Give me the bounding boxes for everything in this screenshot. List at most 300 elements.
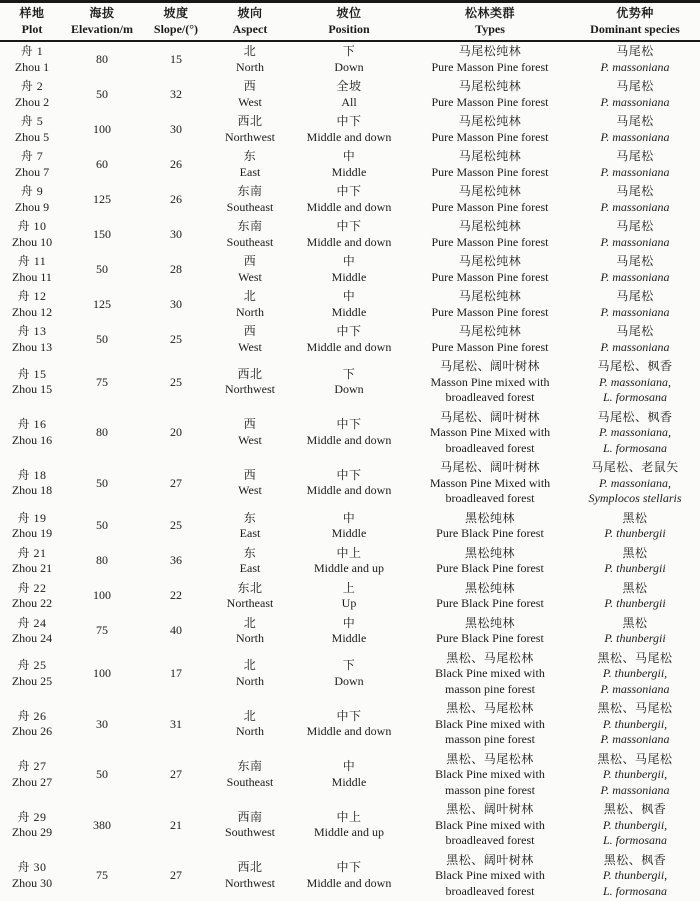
- table-row: [0, 851, 700, 901]
- forest-type-zh: 黑松、马尾松林: [446, 650, 534, 665]
- cell-plot: [0, 367, 64, 398]
- plot-en: Zhou 7: [14, 164, 50, 179]
- cell-forest-type: [410, 752, 570, 799]
- forest-type-en: Pure Masson Pine forest: [431, 59, 549, 74]
- position-en: Middle: [331, 774, 367, 789]
- cell-forest-type: [410, 44, 570, 75]
- cell-elevation: 100: [93, 121, 111, 136]
- cell-elevation: 75: [96, 868, 108, 882]
- aspect-zh: 北: [243, 44, 257, 58]
- header-aspect-en: Aspect: [232, 21, 268, 36]
- cell-elevation: 75: [96, 623, 108, 638]
- dominant-species-latin: P. massoniana: [600, 164, 670, 179]
- forest-type-zh: 黑松纯林: [464, 615, 515, 630]
- aspect-en: North: [236, 673, 264, 688]
- aspect-zh: 西南: [237, 809, 263, 824]
- cell-aspect: [212, 810, 288, 841]
- cell-position: [288, 289, 410, 320]
- aspect-zh: 东南: [237, 219, 263, 233]
- aspect-zh: 东: [243, 149, 257, 163]
- plot-zh: 舟 5: [20, 114, 44, 128]
- forest-type-zh: 黑松、马尾松林: [446, 701, 534, 715]
- forest-type-en: Black Pine mixed with masson pine forest: [435, 716, 545, 746]
- forest-type-en: Pure Black Pine forest: [436, 596, 544, 610]
- forest-type-en: Pure Masson Pine forest: [431, 339, 549, 354]
- dominant-species-zh: 黑松、马尾松: [597, 650, 673, 665]
- header-types-en: Types: [475, 21, 505, 36]
- plot-en: Zhou 15: [11, 382, 53, 397]
- aspect-zh: 西北: [237, 860, 263, 875]
- cell-forest-type: [410, 289, 570, 320]
- cell-elevation: 30: [96, 716, 108, 731]
- cell-position: [288, 254, 410, 285]
- plot-zh: 舟 26: [17, 708, 47, 723]
- dominant-species-zh: 马尾松: [616, 254, 654, 268]
- cell-slope: 22: [170, 588, 182, 603]
- cell-forest-type: [410, 254, 570, 285]
- aspect-en: West: [238, 483, 262, 498]
- aspect-zh: 西: [243, 467, 257, 482]
- cell-elevation: 80: [96, 51, 108, 66]
- cell-slope: 31: [170, 716, 182, 731]
- table-row: [0, 42, 700, 77]
- position-zh: 下: [342, 44, 356, 58]
- plot-zh: 舟 30: [17, 860, 47, 875]
- cell-dominant-species: [570, 460, 700, 507]
- cell-forest-type: [410, 460, 570, 507]
- position-en: Middle and down: [306, 432, 392, 447]
- table-row: [0, 800, 700, 851]
- cell-plot: [0, 114, 64, 145]
- forest-type-en: Pure Masson Pine forest: [431, 199, 549, 214]
- cell-plot: [0, 44, 64, 75]
- cell-elevation: 150: [93, 226, 111, 241]
- cell-plot: [0, 79, 64, 110]
- forest-type-zh: 马尾松纯林: [458, 79, 522, 93]
- dominant-species-zh: 马尾松、老鼠矢: [591, 460, 679, 474]
- table-row: [0, 699, 700, 750]
- plot-en: Zhou 2: [14, 94, 50, 109]
- position-zh: 中: [342, 759, 356, 774]
- plot-zh: 舟 12: [17, 289, 47, 303]
- table-row: [0, 182, 700, 217]
- plot-zh: 舟 11: [17, 254, 47, 268]
- cell-elevation: 50: [96, 86, 108, 101]
- dominant-species-zh: 黑松: [622, 580, 648, 595]
- plot-zh: 舟 29: [17, 809, 47, 824]
- cell-slope: 30: [170, 121, 182, 136]
- header-plot-zh: 样地: [19, 6, 45, 20]
- forest-type-zh: 黑松纯林: [464, 510, 515, 525]
- cell-slope: 32: [170, 86, 182, 101]
- position-en: Middle: [331, 631, 367, 645]
- plot-en: Zhou 24: [11, 631, 53, 645]
- position-zh: 中下: [336, 708, 362, 723]
- cell-aspect: [212, 417, 288, 448]
- cell-slope: 15: [170, 51, 182, 66]
- position-zh: 中: [342, 615, 356, 630]
- forest-type-en: Black Pine mixed with masson pine forest: [435, 767, 545, 797]
- aspect-zh: 西北: [237, 366, 263, 381]
- forest-type-en: Masson Pine mixed with broadleaved forest: [430, 374, 550, 404]
- cell-elevation: 50: [96, 331, 108, 346]
- position-zh: 下: [342, 366, 356, 381]
- dominant-species-zh: 马尾松: [616, 44, 654, 58]
- plot-zh: 舟 25: [17, 658, 47, 673]
- cell-aspect: [212, 44, 288, 75]
- cell-dominant-species: [570, 149, 700, 180]
- dominant-species-zh: 马尾松: [616, 149, 654, 163]
- cell-slope: 36: [170, 553, 182, 568]
- cell-dominant-species: [570, 114, 700, 145]
- cell-elevation: 380: [93, 817, 111, 832]
- aspect-en: West: [238, 339, 262, 354]
- cell-slope: 25: [170, 331, 182, 346]
- cell-dominant-species: [570, 410, 700, 457]
- cell-aspect: [212, 658, 288, 689]
- position-en: Middle: [331, 526, 367, 540]
- cell-plot: [0, 709, 64, 740]
- cell-aspect: [212, 759, 288, 790]
- table-body: [0, 42, 700, 901]
- aspect-en: West: [238, 269, 262, 284]
- cell-aspect: [212, 289, 288, 320]
- cell-position: [288, 616, 410, 647]
- cell-dominant-species: [570, 853, 700, 900]
- dominant-species-zh: 黑松、马尾松: [597, 701, 673, 715]
- cell-forest-type: [410, 184, 570, 215]
- cell-aspect: [212, 468, 288, 499]
- cell-forest-type: [410, 581, 570, 612]
- position-zh: 中下: [336, 184, 362, 198]
- forest-type-en: Black Pine mixed with broadleaved forest: [435, 817, 545, 847]
- forest-type-en: Pure Masson Pine forest: [431, 304, 549, 319]
- cell-elevation: 50: [96, 518, 108, 533]
- table-row: [0, 408, 700, 459]
- position-en: Middle: [331, 269, 367, 284]
- aspect-en: Northwest: [225, 129, 275, 144]
- dominant-species-latin: P. thunbergii, P. massoniana: [600, 767, 670, 797]
- cell-slope: 20: [170, 425, 182, 439]
- table-row: [0, 544, 700, 579]
- position-en: Middle and down: [306, 339, 392, 354]
- dominant-species-latin: P. thunbergii: [604, 596, 666, 610]
- forest-type-en: Pure Black Pine forest: [436, 631, 544, 645]
- forest-type-en: Masson Pine Mixed with broadleaved forest: [429, 425, 551, 455]
- aspect-en: East: [239, 526, 261, 540]
- plot-zh: 舟 15: [17, 366, 47, 381]
- cell-dominant-species: [570, 79, 700, 110]
- cell-forest-type: [410, 410, 570, 457]
- plot-en: Zhou 9: [14, 199, 50, 214]
- plot-zh: 舟 16: [17, 417, 47, 432]
- forest-type-en: Pure Masson Pine forest: [431, 269, 549, 284]
- forest-type-zh: 马尾松纯林: [458, 219, 522, 233]
- cell-position: [288, 709, 410, 740]
- cell-plot: [0, 581, 64, 612]
- table-row: [0, 750, 700, 801]
- cell-dominant-species: [570, 511, 700, 542]
- dominant-species-zh: 黑松、枫香: [603, 802, 667, 816]
- aspect-zh: 东: [243, 510, 257, 525]
- plot-en: Zhou 19: [11, 526, 53, 540]
- forest-type-en: Masson Pine Mixed with broadleaved forest: [429, 475, 551, 505]
- dominant-species-latin: P. massoniana, Symplocos stellaris: [588, 475, 682, 505]
- table-row: [0, 322, 700, 357]
- forest-type-zh: 马尾松纯林: [458, 149, 522, 163]
- cell-slope: 26: [170, 191, 182, 206]
- cell-elevation: 100: [93, 666, 111, 680]
- header-slope-en: Slope/(°): [153, 21, 199, 36]
- forest-type-en: Pure Black Pine forest: [436, 561, 544, 575]
- position-en: Middle: [331, 304, 367, 319]
- position-zh: 中: [342, 289, 356, 303]
- forest-type-zh: 黑松纯林: [464, 580, 515, 595]
- plot-zh: 舟 2: [20, 79, 44, 93]
- plot-en: Zhou 16: [11, 432, 53, 447]
- position-zh: 中下: [336, 324, 362, 338]
- cell-dominant-species: [570, 359, 700, 406]
- cell-dominant-species: [570, 44, 700, 75]
- cell-forest-type: [410, 149, 570, 180]
- forest-type-zh: 马尾松纯林: [458, 324, 522, 338]
- cell-slope: 21: [170, 817, 182, 832]
- cell-dominant-species: [570, 802, 700, 849]
- aspect-en: Northeast: [226, 596, 274, 610]
- plot-zh: 舟 13: [17, 324, 47, 338]
- cell-slope: 25: [170, 374, 182, 389]
- position-en: Middle and down: [306, 875, 392, 890]
- cell-position: [288, 860, 410, 891]
- cell-dominant-species: [570, 324, 700, 355]
- forest-type-en: Pure Masson Pine forest: [431, 164, 549, 179]
- aspect-en: Southeast: [226, 199, 274, 214]
- dominant-species-latin: P. massoniana: [600, 59, 670, 74]
- aspect-zh: 东南: [237, 759, 263, 774]
- aspect-zh: 北: [243, 289, 257, 303]
- cell-dominant-species: [570, 581, 700, 612]
- cell-forest-type: [410, 324, 570, 355]
- dominant-species-zh: 黑松、马尾松: [597, 751, 673, 766]
- table-row: [0, 252, 700, 287]
- aspect-zh: 北: [243, 708, 257, 723]
- cell-dominant-species: [570, 752, 700, 799]
- plot-en: Zhou 25: [11, 673, 53, 688]
- cell-dominant-species: [570, 651, 700, 698]
- aspect-en: Northwest: [225, 382, 275, 397]
- forest-type-zh: 马尾松纯林: [458, 289, 522, 303]
- plot-zh: 舟 18: [17, 467, 47, 482]
- forest-type-en: Black Pine mixed with broadleaved forest: [435, 868, 545, 898]
- header-dominant-species-zh: 优势种: [616, 6, 654, 20]
- cell-slope: 30: [170, 296, 182, 311]
- forest-type-zh: 马尾松纯林: [458, 44, 522, 58]
- header-dominant-species-en: Dominant species: [590, 21, 680, 36]
- plot-zh: 舟 22: [17, 580, 47, 595]
- position-zh: 上: [342, 580, 356, 595]
- cell-elevation: 50: [96, 261, 108, 276]
- position-zh: 中: [342, 510, 356, 525]
- cell-position: [288, 149, 410, 180]
- table-row: [0, 357, 700, 408]
- position-zh: 中上: [336, 809, 362, 824]
- position-en: Middle and down: [306, 199, 392, 214]
- cell-slope: 30: [170, 226, 182, 241]
- aspect-zh: 东南: [237, 184, 263, 198]
- cell-elevation: 125: [93, 191, 111, 206]
- cell-plot: [0, 616, 64, 647]
- cell-slope: 28: [170, 261, 182, 276]
- cell-plot: [0, 324, 64, 355]
- forest-type-zh: 黑松纯林: [464, 545, 515, 560]
- aspect-en: Northwest: [225, 875, 275, 890]
- aspect-en: North: [236, 59, 264, 74]
- table-row: [0, 579, 700, 614]
- header-position-en: Position: [328, 21, 370, 36]
- cell-elevation: 125: [93, 296, 111, 311]
- dominant-species-latin: P. thunbergii: [604, 631, 666, 645]
- cell-position: [288, 219, 410, 250]
- cell-plot: [0, 417, 64, 448]
- dominant-species-zh: 黑松: [622, 545, 648, 560]
- position-zh: 中下: [336, 860, 362, 875]
- cell-plot: [0, 511, 64, 542]
- cell-plot: [0, 860, 64, 891]
- cell-plot: [0, 219, 64, 250]
- plot-en: Zhou 13: [11, 339, 53, 354]
- aspect-en: Southeast: [226, 234, 274, 249]
- dominant-species-zh: 黑松: [622, 510, 648, 525]
- cell-elevation: 50: [96, 767, 108, 781]
- dominant-species-zh: 黑松、枫香: [603, 852, 667, 867]
- dominant-species-latin: P. thunbergii, P. massoniana: [600, 666, 670, 696]
- aspect-zh: 北: [243, 615, 257, 630]
- position-zh: 中下: [336, 219, 362, 233]
- position-zh: 下: [342, 658, 356, 673]
- cell-dominant-species: [570, 701, 700, 748]
- dominant-species-zh: 马尾松: [616, 219, 654, 233]
- cell-slope: 27: [170, 868, 182, 882]
- dominant-species-latin: P. thunbergii, P. massoniana: [600, 716, 670, 746]
- aspect-en: Southwest: [224, 825, 275, 840]
- cell-dominant-species: [570, 546, 700, 577]
- cell-dominant-species: [570, 219, 700, 250]
- cell-position: [288, 417, 410, 448]
- position-en: Up: [341, 596, 357, 610]
- forest-type-zh: 马尾松纯林: [458, 114, 522, 128]
- cell-forest-type: [410, 79, 570, 110]
- plot-en: Zhou 10: [11, 234, 53, 249]
- plot-en: Zhou 26: [11, 724, 53, 739]
- cell-aspect: [212, 709, 288, 740]
- dominant-species-latin: P. massoniana: [600, 269, 670, 284]
- cell-aspect: [212, 114, 288, 145]
- cell-slope: 17: [170, 666, 182, 680]
- cell-slope: 27: [170, 767, 182, 781]
- dominant-species-latin: P. massoniana: [600, 339, 670, 354]
- header-dominant-species: [570, 6, 700, 37]
- cell-elevation: 60: [96, 156, 108, 171]
- forest-type-zh: 黑松、阔叶树林: [446, 852, 534, 867]
- aspect-en: East: [239, 164, 261, 179]
- cell-aspect: [212, 184, 288, 215]
- dominant-species-zh: 马尾松: [616, 114, 654, 128]
- plot-zh: 舟 1: [20, 44, 44, 58]
- cell-dominant-species: [570, 616, 700, 647]
- cell-slope: 27: [170, 475, 182, 490]
- plot-zh: 舟 9: [20, 184, 44, 198]
- cell-position: [288, 581, 410, 612]
- header-slope-zh: 坡度: [163, 6, 189, 20]
- cell-aspect: [212, 254, 288, 285]
- cell-forest-type: [410, 651, 570, 698]
- cell-plot: [0, 759, 64, 790]
- header-elevation-en: Elevation/m: [71, 21, 133, 36]
- cell-position: [288, 367, 410, 398]
- aspect-zh: 西: [243, 324, 257, 338]
- forest-type-en: Pure Masson Pine forest: [431, 129, 549, 144]
- header-elevation: [64, 6, 140, 37]
- cell-aspect: [212, 616, 288, 647]
- cell-elevation: 75: [96, 374, 108, 389]
- table-row: [0, 649, 700, 700]
- table-row: [0, 217, 700, 252]
- dominant-species-zh: 黑松: [622, 615, 648, 630]
- header-plot-en: Plot: [21, 21, 43, 36]
- aspect-zh: 北: [243, 658, 257, 673]
- cell-aspect: [212, 546, 288, 577]
- dominant-species-latin: P. massoniana, L. formosana: [598, 425, 672, 455]
- aspect-zh: 西北: [237, 114, 263, 128]
- cell-plot: [0, 468, 64, 499]
- cell-plot: [0, 289, 64, 320]
- plot-en: Zhou 5: [14, 129, 50, 144]
- plot-en: Zhou 1: [14, 59, 50, 74]
- forest-type-zh: 黑松、马尾松林: [446, 751, 534, 766]
- cell-plot: [0, 149, 64, 180]
- aspect-en: Southeast: [226, 774, 274, 789]
- position-zh: 中下: [336, 417, 362, 432]
- cell-aspect: [212, 219, 288, 250]
- aspect-zh: 东北: [237, 580, 263, 595]
- position-zh: 中: [342, 149, 356, 163]
- dominant-species-zh: 马尾松、枫香: [597, 359, 673, 373]
- cell-position: [288, 114, 410, 145]
- plot-zh: 舟 27: [17, 759, 47, 774]
- position-zh: 中下: [336, 114, 362, 128]
- dominant-species-latin: P. massoniana: [600, 234, 670, 249]
- dominant-species-zh: 马尾松: [616, 289, 654, 303]
- cell-plot: [0, 546, 64, 577]
- table-row: [0, 509, 700, 544]
- cell-slope: 26: [170, 156, 182, 171]
- cell-position: [288, 184, 410, 215]
- aspect-en: North: [236, 724, 264, 739]
- header-aspect: [212, 6, 288, 37]
- position-en: Down: [334, 59, 364, 74]
- plot-en: Zhou 11: [12, 269, 52, 284]
- plot-en: Zhou 12: [11, 304, 53, 319]
- forest-type-zh: 黑松、阔叶树林: [446, 802, 534, 816]
- forest-type-en: Pure Masson Pine forest: [431, 234, 549, 249]
- cell-position: [288, 759, 410, 790]
- forest-type-en: Pure Masson Pine forest: [431, 94, 549, 109]
- dominant-species-zh: 马尾松: [616, 324, 654, 338]
- cell-slope: 25: [170, 518, 182, 533]
- cell-position: [288, 324, 410, 355]
- position-zh: 中上: [336, 545, 362, 560]
- position-en: Middle and up: [314, 561, 384, 575]
